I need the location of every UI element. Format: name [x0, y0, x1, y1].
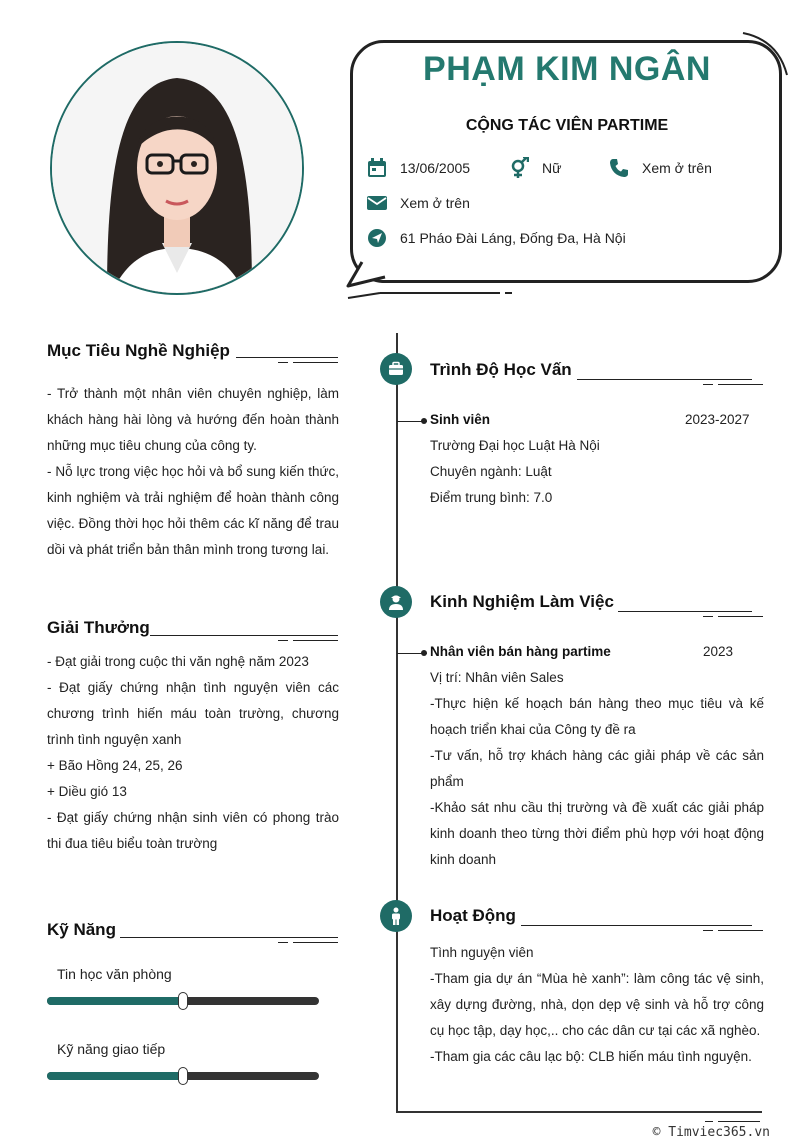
footer-dash [705, 1121, 713, 1122]
footer-watermark: © Timviec365.vn [652, 1125, 770, 1140]
title-underline [577, 379, 752, 380]
birthdate-item [366, 157, 470, 179]
footer-dash [718, 1121, 760, 1122]
experience-title: Kinh Nghiệm Làm Việc [430, 592, 614, 611]
title-underline-dash [293, 942, 338, 943]
experience-entry-date: 2023 [703, 644, 734, 659]
gender-icon [508, 157, 530, 179]
entry-dot [421, 418, 427, 424]
skill-bar-knob [178, 1067, 188, 1085]
timeline-bottom-line [396, 1111, 762, 1113]
email-icon [366, 192, 388, 214]
portrait-illustration [52, 43, 302, 293]
title-underline [236, 357, 338, 358]
experience-line: Vị trí: Nhân viên Sales [430, 670, 564, 685]
award-line: - Đạt giải trong cuộc thi văn nghệ năm 2023 [47, 654, 309, 669]
skill-bar [47, 997, 319, 1005]
title-underline-dash [703, 616, 713, 617]
gender-value: Nữ [542, 160, 562, 176]
title-underline [521, 925, 752, 926]
award-line: + Diều gió 13 [47, 784, 127, 799]
title-underline-dash [718, 616, 763, 617]
activities-details [430, 940, 764, 1070]
award-line: + Bão Hồng 24, 25, 26 [47, 758, 183, 773]
title-underline [618, 611, 752, 612]
title-underline-dash [703, 384, 713, 385]
candidate-name: PHẠM KIM NGÂN [423, 50, 711, 88]
title-underline-dash [293, 640, 338, 641]
timeline-line [396, 333, 398, 1113]
education-details [430, 433, 764, 511]
education-line: Chuyên ngành: Luật [430, 464, 552, 479]
career-objective-line: - Trở thành một nhân viên chuyên nghiệp, làm khách hàng hài lòng và hướng đến hoàn thành những mục tiêu chung của công ty. [47, 386, 339, 453]
career-objective-title: Mục Tiêu Nghề Nghiệp [47, 341, 230, 360]
experience-details [430, 665, 764, 873]
skills-title: Kỹ Năng [47, 920, 116, 939]
experience-section-icon [380, 586, 412, 618]
address-item [366, 227, 626, 249]
skill-bar-knob [178, 992, 188, 1010]
title-underline-dash [278, 362, 288, 363]
education-title: Trình Độ Học Vấn [430, 360, 572, 379]
title-underline-dash [718, 930, 763, 931]
calendar-icon [366, 157, 388, 179]
activity-line: Tình nguyện viên [430, 945, 534, 960]
education-line: Trường Đại học Luật Hà Nội [430, 438, 600, 453]
career-objective-line: - Nỗ lực trong việc học hỏi và bổ sung kiến thức, kinh nghiệm và trải nghiệm để hoàn thành công việc. Đồng thời học hỏi thêm các kĩ năng để trau dồi và phát triển bản thân mình trong tương lai. [47, 464, 339, 557]
awards-title: Giải Thưởng [47, 618, 150, 637]
title-underline-dash [718, 384, 763, 385]
activity-line: -Tham gia các câu lạc bộ: CLB hiến máu tình nguyện. [430, 1049, 752, 1064]
experience-entry-title: Nhân viên bán hàng partime [430, 644, 611, 659]
education-entry-title: Sinh viên [430, 412, 491, 427]
gender-item [508, 157, 561, 179]
experience-line: -Thực hiện kế hoạch bán hàng theo mục tiêu và kế hoạch triển khai của Công ty đề ra [430, 696, 764, 737]
title-underline-dash [703, 930, 713, 931]
entry-dot [421, 650, 427, 656]
person-icon [389, 907, 403, 925]
skill-label: Kỹ năng giao tiếp [57, 1041, 166, 1057]
education-section-icon [380, 353, 412, 385]
phone-item [608, 157, 712, 179]
email-value: Xem ở trên [400, 195, 470, 211]
education-line: Điểm trung bình: 7.0 [430, 490, 553, 505]
skill-label: Tin học văn phòng [57, 966, 172, 982]
activities-title: Hoạt Động [430, 906, 516, 925]
phone-value: Xem ở trên [642, 160, 712, 176]
activities-section-icon [380, 900, 412, 932]
profile-photo [50, 41, 304, 295]
email-item [366, 192, 470, 214]
experience-line: -Tư vấn, hỗ trợ khách hàng các giải pháp về các sản phẩm [430, 748, 764, 789]
award-line: - Đạt giấy chứng nhận sinh viên có phong trào thi đua tiêu biểu toàn trường [47, 810, 339, 851]
awards-text [47, 649, 339, 857]
skill-bar-fill [47, 1072, 183, 1080]
worker-icon [387, 593, 405, 611]
education-entry-date: 2023-2027 [685, 412, 750, 427]
title-underline-dash [278, 942, 288, 943]
skill-bar [47, 1072, 319, 1080]
skill-bar-fill [47, 997, 183, 1005]
title-underline [120, 937, 338, 938]
title-underline [150, 635, 338, 636]
location-icon [366, 227, 388, 249]
briefcase-icon [388, 361, 404, 377]
activity-line: -Tham gia dự án “Mùa hè xanh”: làm công tác vệ sinh, xây dựng đường, nhà, dọn dẹp vệ sinh và hỗ trợ công cụ học tập, dạy học,.. cho các dân cư tại các xã nghèo. [430, 971, 764, 1038]
career-objective-text [47, 381, 339, 563]
phone-icon [608, 157, 630, 179]
birthdate-value: 13/06/2005 [400, 160, 471, 176]
address-value: 61 Pháo Đài Láng, Đống Đa, Hà Nội [400, 230, 626, 246]
award-line: - Đạt giấy chứng nhận tình nguyện viên các chương trình hiến máu toàn trường, chương trình tình nguyện xanh [47, 680, 339, 747]
header-card-tail [340, 260, 520, 305]
job-position: CỘNG TÁC VIÊN PARTIME [465, 117, 669, 134]
title-underline-dash [293, 362, 338, 363]
experience-line: -Khảo sát nhu cầu thị trường và đề xuất các giải pháp kinh doanh theo từng thời điểm phù hợp với hoạt động kinh doanh [430, 800, 764, 867]
title-underline-dash [278, 640, 288, 641]
